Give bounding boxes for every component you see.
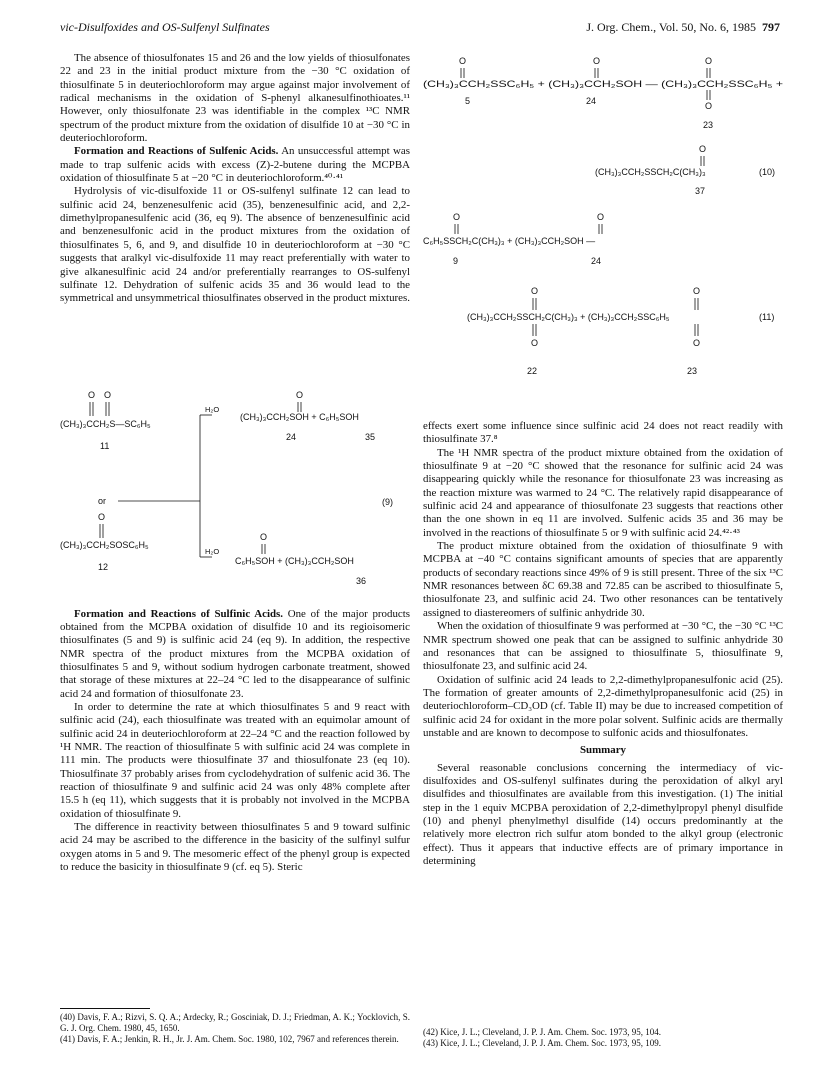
compound-number: 11 (100, 440, 110, 451)
oxygen-label: O (104, 389, 112, 400)
oxygen-label: O (531, 338, 539, 348)
equation-9 (60, 312, 410, 604)
paragraph (60, 145, 410, 185)
water-label: H₂O (205, 546, 220, 556)
compound-number: 9 (453, 256, 459, 266)
oxygen-label: O (98, 511, 106, 522)
running-head-title: vic-Disulfoxides and OS-Sulfenyl Sulfinates (60, 20, 270, 34)
oxygen-label: O (693, 338, 701, 348)
paragraph: The product mixture obtained from the oxidation of thiosulfinate 9 with MCPBA at −40 °C contains significant amounts of species that are apparently products of secondary reactions since 49% of 9 is still present. Three of the six ¹³C NMR resonances between δC 69.38 and 72.85 can be ascribed to thiosulfinate 5, thiosulfonate 23, and sulfinic acid 24. Two other resonances can be tentatively assigned to diastereomers of sulfinic anhydride 30. (423, 540, 783, 619)
equation-9-scheme (60, 312, 410, 604)
summary-heading: Summary (580, 744, 626, 757)
paragraph: When the oxidation of thiosulfinate 9 was performed at −30 °C, the −30 °C ¹³C NMR spectrum showed one peak that can be assigned to sulfinic anhydride 30 and resonances that can be assigned to thiosulfinate 5, thiosulfinate 9, thiosulfonate 23, and sulfinic acid 24. (423, 620, 783, 673)
compound-number: 36 (356, 575, 367, 586)
paragraph: Oxidation of sulfinic acid 24 leads to 2,2-dimethylpropanesulfonic acid (25). The formation of greater amounts of 2,2-dimethylpropanesulfonic acid (25) in deuteriochloroform–CD₃OD (cf. Table II) may be due to increased competition of sulfinic acid 24 for oxidant in the more polar solvent. Sulfinic acids are thermally unstable and are known to decompose to sulfonic acids and thiosulfonates. (423, 673, 783, 739)
paragraph: The absence of thiosulfonates 15 and 26 and the low yields of thiosulfonates 22 and 23 in the initial product mixture from the −30 °C oxidation of thiosulfinate 5 in deuteriochloroform may argue against major involvement of radical mechanisms in the oxidation of S-phenyl alkanesulfinothioates.¹¹ However, only thiosulfonate 23 was identifiable in the complex ¹³C NMR spectrum of the product mixture from the oxidation of disulfide 10 at −30 °C in deuteriochloroform. (60, 52, 410, 145)
oxygen-label: O (705, 101, 713, 111)
oxygen-label: O (693, 286, 701, 296)
oxygen-label: O (453, 212, 461, 222)
compound-number: 24 (591, 256, 602, 266)
oxygen-label: O (699, 144, 707, 154)
journal-citation: J. Org. Chem., Vol. 50, No. 6, 1985 (586, 20, 756, 34)
equation-11-products: (CH₃)₃CCH₂SSCH₂C(CH₃)₃ + (CH₃)₃CCH₂SSC₆H₅ (467, 312, 670, 322)
oxygen-label: O (593, 56, 601, 66)
oxygen-label: O (705, 56, 713, 66)
section-heading: Formation and Reactions of Sulfenic Acids. (74, 145, 279, 158)
compound-number: 24 (586, 96, 597, 106)
paragraph-text: An unsuccessful attempt was made to trap sulfenic acids with excess (Z)-2-butene during the MCPBA oxidation of thiosulfinate 5 at −20 °C in deuteriochloroform.⁴⁰·⁴¹ (60, 145, 410, 185)
footnote: (43) Kice, J. L.; Cleveland, J. P. J. Am. Chem. Soc. 1973, 95, 109. (423, 1038, 661, 1048)
equation-label: (11) (759, 312, 775, 322)
paragraph-text: One of the major products obtained from the MCPBA oxidation of disulfide 10 and its regioisomeric thiosulfinates (5 and 9) is sulfinic acid 24 (eq 9). In addition, the respective NMR spectra of the product mixtures from the MCPBA oxidation of thiosulfinates 5 and 9, without sodium hydrogen carbonate treatment, showed that storage of these mixtures at 22–24 °C led to the disappearance of sulfinic acid 24 and formation of thiosulfonate 23. (60, 607, 410, 700)
equations-10-11-scheme (423, 52, 783, 420)
paragraph: The ¹H NMR spectra of the product mixture obtained from the oxidation of thiosulfinate 9 at −20 °C showed that the resonance for sulfinic acid 24 was disappearing quickly while the resonance for thiosulfonate 23 was increasing as the reaction mixture was warmed to 24 °C. The relatively rapid disappearance of sulfinic acid 24 and appearance of thiosulfonate 23 suggests that reactions other than the one shown in eq 11 are involved. Sulfenic acids 35 and 36 may be involved in the reactions of thiosulfinate 5 or 9 with sulfinic acid 24.⁴²·⁴³ (423, 446, 783, 539)
products-bottom: C₆H₅SOH + (CH₃)₃CCH₂SOH (235, 555, 354, 566)
footnote-rule (60, 1008, 150, 1009)
equations-10-11 (423, 52, 783, 420)
oxygen-label: O (597, 212, 605, 222)
or-label: or (98, 495, 107, 506)
footnote: (42) Kice, J. L.; Cleveland, J. P. J. Am. Chem. Soc. 1973, 95, 104. (423, 1027, 661, 1037)
equation-10-reaction: (CH₃)₃CCH₂SSC₆H₅ + (CH₃)₃CCH₂SOH — (CH₃)₃CCH₂SSC₆H₅ + (423, 79, 783, 89)
equation-label: (9) (382, 496, 393, 507)
water-label: H₂O (205, 404, 220, 414)
page-number: 797 (762, 20, 780, 34)
paragraph: In order to determine the rate at which thiosulfinates 5 and 9 react with sulfinic acid (24), each thiosulfinate was treated with an equimolar amount of sulfinic acid 24 in deuteriochloroform at 22–24 °C and the reaction followed by ¹H NMR. The reaction of thiosulfinate 5 with sulfinic acid 24 was complete in 111 min. The products were thiosulfinate 37 and thiosulfonate 23 (eq 10). Thiosulfinate 37 probably arises from cyclodehydration of sulfenic acid 36. The reaction of thiosulfinate 9 and sulfinic acid 24 was only 48% complete after 15.5 h (eq 11), which suggests that it is probably not involved in the MCPBA oxidation of thiosulfinate 9. (60, 700, 410, 820)
oxygen-label: O (260, 531, 268, 542)
right-column (423, 52, 783, 1048)
oxygen-label: O (531, 286, 539, 296)
equation-label: (10) (759, 167, 776, 177)
oxygen-label: O (296, 389, 304, 400)
oxygen-label: O (88, 389, 96, 400)
paragraph: Hydrolysis of vic-disulfoxide 11 or OS-sulfenyl sulfinate 12 can lead to sulfinic acid 24, benzenesulfenic acid (35), benzenesulfinic acid, and 2,2-dimethylpropanesulfenic acid (36, eq 9). The absence of benzenesulfinic acid and benzenesulfonic acid in the product mixtures from the oxidation of thiosulfinates 5, 6, and 9, and disulfide 10 in deuteriochloroform at −30 °C suggests that aralkyl vic-disulfoxide 11 may react preferentially with water to give alkanesulfinic acid 24 and/or preferentially rearranges to OS-sulfenyl sulfinate 12. Dehydration of sulfenic acids 35 and 36 would lead to the symmetrical and unsymmetrical thiosulfinates observed in the product mixtures. (60, 185, 410, 305)
compound-number: 22 (527, 366, 538, 376)
running-head-journal (586, 20, 780, 35)
paragraph: Several reasonable conclusions concerning the intermediacy of vic-disulfoxides and OS-sulfenyl sulfinates during the peroxidation of alkyl aryl disulfides and thiosulfinates are available from this investigation. (1) The initial step in the 1 equiv MCPBA peroxidation of 2,2-dimethylpropyl phenyl disulfide (10) and phenyl phenylmethyl disulfide (14) occurs predominantly at the relatively more electron rich sulfur atom bonded to the alkyl group (electronic effect). Thus it appears that inductive effects are of primary importance in determining (423, 761, 783, 867)
footnote: (40) Davis, F. A.; Rizvi, S. Q. A.; Ardecky, R.; Gosciniak, D. J.; Friedman, A. K.; Yocklovich, S. G. J. Org. Chem. 1980, 45, 1650. (60, 1012, 410, 1033)
compound-37: (CH₃)₃CCH₂SSCH₂C(CH₃)₃ (595, 167, 706, 177)
compound-number: 23 (687, 366, 698, 376)
paragraph: effects exert some influence since sulfinic acid 24 does not react readily with thiosulfinate 37.⁸ (423, 420, 783, 446)
compound-number: 5 (465, 96, 471, 106)
compound-11: (CH₃)₃CCH₂S—SC₆H₅ (60, 418, 151, 429)
paragraph: The difference in reactivity between thiosulfinates 5 and 9 toward sulfinic acid 24 may be ascribed to the difference in the basicity of the sulfinyl sulfur oxygen atoms in 5 and 9. The mesomeric effect of the phenyl group is expected to reduce the basicity in thiosulfinate 9 (cf. eq 5). Steric (60, 821, 410, 874)
compound-number: 35 (365, 431, 376, 442)
paragraph (60, 608, 410, 701)
compound-number: 24 (286, 431, 297, 442)
compound-number: 37 (695, 186, 706, 196)
products-top: (CH₃)₃CCH₂SOH + C₆H₅SOH (240, 411, 359, 422)
compound-number: 12 (98, 561, 109, 572)
compound-number: 23 (703, 120, 714, 130)
running-head (60, 20, 780, 38)
compound-12: (CH₃)₃CCH₂SOSC₆H₅ (60, 539, 149, 550)
oxygen-label: O (459, 56, 467, 66)
footnotes-right (423, 1027, 783, 1049)
section-heading: Formation and Reactions of Sulfinic Acids. (74, 607, 283, 620)
equation-11-reaction: C₆H₅SSCH₂C(CH₃)₃ + (CH₃)₃CCH₂SOH — (423, 236, 596, 246)
footnotes-left (60, 1002, 410, 1045)
left-column (60, 52, 410, 1044)
footnote: (41) Davis, F. A.; Jenkin, R. H., Jr. J. Am. Chem. Soc. 1980, 102, 7967 and references therein. (60, 1034, 399, 1044)
